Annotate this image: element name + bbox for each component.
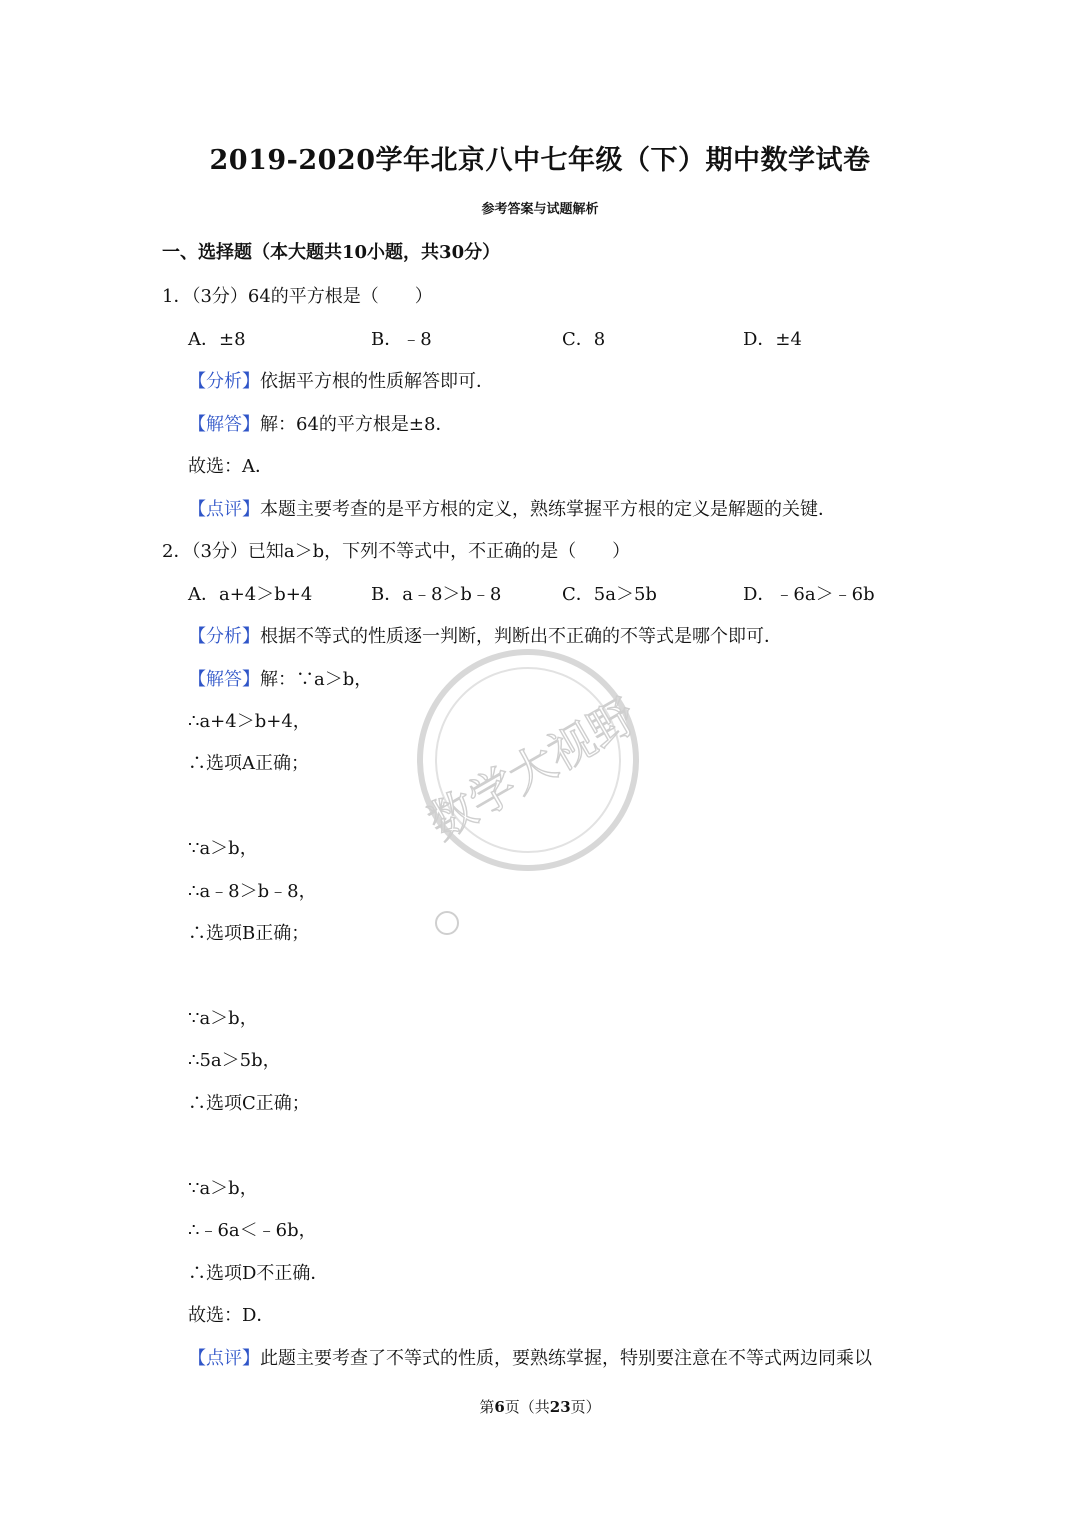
q1-solution-text: 解：64的平方根是±8．: [260, 414, 454, 435]
q2-step: ∴选项B正确；: [188, 923, 310, 944]
q1-choice: 故选：A．: [188, 456, 273, 477]
q2-step: ∴﹣6a＜﹣6b，: [188, 1220, 317, 1241]
watermark-seal: [408, 640, 658, 890]
q2-step: ∵a＞b，: [188, 1008, 258, 1029]
q2-choice: 故选：D．: [188, 1305, 275, 1326]
q2-comment: [188, 1344, 872, 1370]
comment-tag: 【点评】: [188, 1348, 260, 1369]
q2-step: ∴a﹣8＞b﹣8，: [188, 881, 317, 902]
analysis-tag: 【分析】: [188, 626, 260, 647]
page-footer: [0, 1396, 1080, 1417]
q1-analysis: [188, 367, 494, 393]
q2-step: ∴选项C正确；: [188, 1093, 310, 1114]
q1-option-b: B．﹣8: [371, 329, 432, 350]
q2-step: ∴选项A正确；: [188, 753, 309, 774]
comment-tag: 【点评】: [188, 499, 260, 520]
q2-step: ∵a＞b，: [188, 838, 258, 859]
q1-solution: [188, 410, 453, 436]
q2-option-b: B．a﹣8＞b﹣8: [371, 584, 502, 605]
q2-step: ∴5a＞5b，: [188, 1050, 281, 1071]
footer-page-number: 6: [494, 1398, 505, 1416]
page-title: 2019-2020学年北京八中七年级（下）期中数学试卷: [209, 145, 871, 176]
watermark-dot-icon: [433, 909, 461, 937]
footer-prefix: 第: [479, 1398, 495, 1416]
q2-step: ∴a+4＞b+4，: [188, 711, 311, 732]
q2-comment-text: 此题主要考查了不等式的性质，要熟练掌握，特别要注意在不等式两边同乘以: [260, 1348, 872, 1369]
q1-analysis-text: 依据平方根的性质解答即可．: [260, 371, 494, 392]
analysis-tag: 【分析】: [188, 371, 260, 392]
section-heading: 一、选择题（本大题共10小题，共30分）: [162, 242, 501, 263]
q1-comment-text: 本题主要考查的是平方根的定义，熟练掌握平方根的定义是解题的关键．: [260, 499, 836, 520]
q2-analysis-text: 根据不等式的性质逐一判断，判断出不正确的不等式是哪个即可．: [260, 626, 782, 647]
q2-option-a: A．a+4＞b+4: [188, 584, 313, 605]
footer-suffix: 页）: [570, 1398, 601, 1416]
q1-option-a: A．±8: [188, 329, 246, 350]
solution-tag: 【解答】: [188, 414, 260, 435]
q1-option-d: D．±4: [743, 329, 802, 350]
q2-step: ∴选项D不正确．: [188, 1263, 329, 1284]
q1-stem: 1．（3分）64的平方根是（ ）: [162, 286, 433, 307]
footer-mid: 页（共: [504, 1398, 550, 1416]
q1-comment: [188, 495, 836, 521]
q2-option-c: C．5a＞5b: [562, 584, 657, 605]
q2-solution: [188, 665, 372, 691]
q2-option-d: D．﹣6a＞﹣6b: [743, 584, 875, 605]
page-subtitle: 参考答案与试题解析: [481, 202, 599, 217]
q2-solution-text: 解：∵a＞b，: [260, 669, 373, 690]
watermark-text: 数学大视野: [419, 688, 646, 851]
solution-tag: 【解答】: [188, 669, 260, 690]
q2-stem: 2．（3分）已知a＞b，下列不等式中，不正确的是（ ）: [162, 541, 631, 562]
footer-total-pages: 23: [549, 1398, 571, 1416]
q1-option-c: C．8: [562, 329, 606, 350]
q2-step: ∵a＞b，: [188, 1178, 258, 1199]
